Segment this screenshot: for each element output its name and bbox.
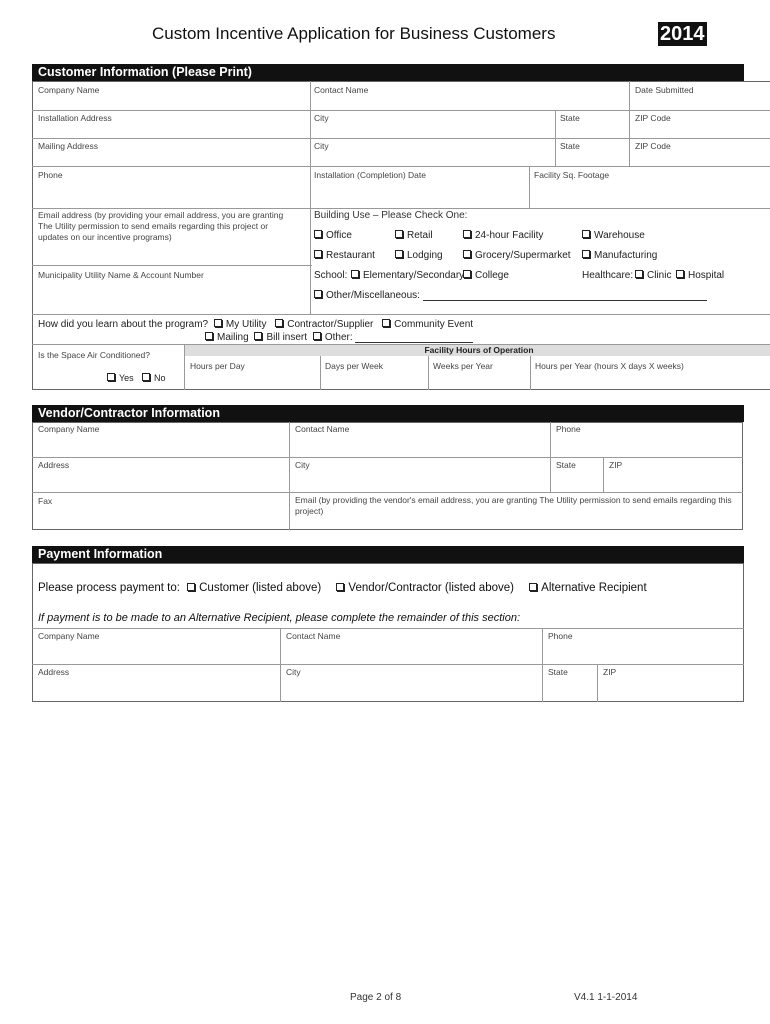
- hours-per-day-label: Hours per Day: [190, 361, 245, 371]
- use-elementary-checkbox[interactable]: Elementary/Secondary: [351, 270, 464, 281]
- checkbox-icon[interactable]: [314, 250, 322, 258]
- checkbox-icon[interactable]: [635, 270, 643, 278]
- cust-city-label: City: [314, 113, 329, 123]
- hours-of-operation-header: Facility Hours of Operation: [185, 345, 770, 356]
- use-college-checkbox[interactable]: College: [463, 270, 509, 281]
- pay-zip-label: ZIP: [603, 667, 617, 677]
- vendor-zip-label: ZIP: [609, 460, 623, 470]
- checkbox-icon[interactable]: [205, 332, 213, 340]
- learn-mailing-checkbox[interactable]: Mailing: [205, 332, 249, 343]
- use-warehouse-checkbox[interactable]: Warehouse: [582, 230, 645, 241]
- learn-other-checkbox[interactable]: Other:: [313, 332, 474, 343]
- pay-vendor-checkbox[interactable]: Vendor/Contractor (listed above): [336, 582, 514, 594]
- learn-my-utility-checkbox[interactable]: My Utility: [214, 319, 267, 330]
- checkbox-icon[interactable]: [395, 230, 403, 238]
- vendor-address-label: Address: [38, 460, 70, 470]
- days-per-week-label: Days per Week: [325, 361, 383, 371]
- vendor-state-label: State: [556, 460, 576, 470]
- healthcare-label: Healthcare:: [582, 270, 634, 281]
- air-conditioned-label: Is the Space Air Conditioned?: [38, 350, 150, 360]
- vendor-section-header: Vendor/Contractor Information: [32, 405, 744, 422]
- cust-municipality-label: Municipality Utility Name & Account Number: [38, 270, 204, 280]
- cust-company-name-label: Company Name: [38, 85, 100, 95]
- building-use-label: Building Use – Please Check One:: [314, 210, 468, 221]
- cust-state-label: State: [560, 113, 580, 123]
- cust-contact-name-label: Contact Name: [314, 85, 369, 95]
- checkbox-icon[interactable]: [582, 250, 590, 258]
- vendor-contact-name-label: Contact Name: [295, 424, 350, 434]
- cust-mailing-state-label: State: [560, 141, 580, 151]
- ac-no-checkbox[interactable]: No: [142, 373, 166, 383]
- checkbox-icon[interactable]: [336, 583, 344, 591]
- use-restaurant-checkbox[interactable]: Restaurant: [314, 250, 375, 261]
- school-label: School:: [314, 270, 348, 281]
- weeks-per-year-label: Weeks per Year: [433, 361, 493, 371]
- use-office-checkbox[interactable]: Office: [314, 230, 352, 241]
- learn-other-line[interactable]: [355, 342, 473, 343]
- checkbox-icon[interactable]: [275, 319, 283, 327]
- ac-yes-checkbox[interactable]: Yes: [107, 373, 134, 383]
- pay-address-label: Address: [38, 667, 70, 677]
- cust-sq-footage-label: Facility Sq. Footage: [534, 170, 610, 180]
- use-24hour-checkbox[interactable]: 24-hour Facility: [463, 230, 543, 241]
- pay-company-name-label: Company Name: [38, 631, 100, 641]
- pay-alternative-checkbox[interactable]: Alternative Recipient: [529, 582, 646, 594]
- vendor-email-label: Email (by providing the vendor's email address, you are granting The Utility permission to send emails regarding this project): [295, 495, 732, 516]
- use-other-checkbox[interactable]: Other/Miscellaneous:: [314, 290, 707, 301]
- cust-date-submitted-label: Date Submitted: [635, 85, 694, 95]
- form-year: 2014: [660, 23, 705, 45]
- cust-phone-label: Phone: [38, 170, 63, 180]
- pay-contact-name-label: Contact Name: [286, 631, 341, 641]
- learn-question: How did you learn about the program? My Utility Contractor/Supplier Community Event: [38, 319, 474, 330]
- checkbox-icon[interactable]: [313, 332, 321, 340]
- checkbox-icon[interactable]: [254, 332, 262, 340]
- cust-mailing-address-label: Mailing Address: [38, 141, 99, 151]
- checkbox-icon[interactable]: [314, 230, 322, 238]
- hours-per-year-label: Hours per Year (hours X days X weeks): [535, 361, 684, 371]
- customer-section-header: Customer Information (Please Print): [32, 64, 744, 81]
- checkbox-icon[interactable]: [463, 230, 471, 238]
- pay-phone-label: Phone: [548, 631, 573, 641]
- use-lodging-checkbox[interactable]: Lodging: [395, 250, 443, 261]
- payment-process-row: Please process payment to: Customer (listed above) Vendor/Contractor (listed above) Alternative Recipient: [38, 582, 647, 594]
- checkbox-icon[interactable]: [382, 319, 390, 327]
- cust-mailing-zip-label: ZIP Code: [635, 141, 671, 151]
- checkbox-icon[interactable]: [187, 583, 195, 591]
- learn-bill-insert-checkbox[interactable]: Bill insert: [254, 332, 307, 343]
- vendor-phone-label: Phone: [556, 424, 581, 434]
- use-retail-checkbox[interactable]: Retail: [395, 230, 433, 241]
- use-grocery-checkbox[interactable]: Grocery/Supermarket: [463, 250, 571, 261]
- vendor-city-label: City: [295, 460, 310, 470]
- cust-zip-label: ZIP Code: [635, 113, 671, 123]
- vendor-company-name-label: Company Name: [38, 424, 100, 434]
- version-label: V4.1 1-1-2014: [574, 992, 638, 1003]
- pay-state-label: State: [548, 667, 568, 677]
- cust-email-label: Email address (by providing your email address, you are granting The Utility permission to send emails regarding this project or updates on our incentive programs): [38, 210, 284, 242]
- checkbox-icon[interactable]: [463, 250, 471, 258]
- pay-customer-checkbox[interactable]: Customer (listed above): [187, 582, 321, 594]
- checkbox-icon[interactable]: [395, 250, 403, 258]
- vendor-fax-label: Fax: [38, 496, 53, 506]
- cust-mailing-city-label: City: [314, 141, 329, 151]
- payment-note: If payment is to be made to an Alternative Recipient, please complete the remainder of this section:: [38, 612, 521, 624]
- checkbox-icon[interactable]: [463, 270, 471, 278]
- checkbox-icon[interactable]: [107, 373, 115, 381]
- checkbox-icon[interactable]: [214, 319, 222, 327]
- use-hospital-checkbox[interactable]: Hospital: [676, 270, 724, 281]
- checkbox-icon[interactable]: [351, 270, 359, 278]
- learn-community-checkbox[interactable]: Community Event: [382, 319, 473, 330]
- cust-install-date-label: Installation (Completion) Date: [314, 170, 426, 180]
- payment-section-header: Payment Information: [32, 546, 744, 563]
- form-title: Custom Incentive Application for Business Customers: [152, 24, 556, 43]
- learn-contractor-checkbox[interactable]: Contractor/Supplier: [275, 319, 373, 330]
- checkbox-icon[interactable]: [529, 583, 537, 591]
- other-misc-line[interactable]: [423, 300, 707, 301]
- use-manufacturing-checkbox[interactable]: Manufacturing: [582, 250, 657, 261]
- learn-row2: [205, 332, 473, 343]
- page-number: Page 2 of 8: [350, 992, 402, 1003]
- checkbox-icon[interactable]: [582, 230, 590, 238]
- cust-installation-address-label: Installation Address: [38, 113, 112, 123]
- pay-city-label: City: [286, 667, 301, 677]
- checkbox-icon[interactable]: [142, 373, 150, 381]
- checkbox-icon[interactable]: [314, 290, 322, 298]
- use-clinic-checkbox[interactable]: Clinic: [635, 270, 671, 281]
- checkbox-icon[interactable]: [676, 270, 684, 278]
